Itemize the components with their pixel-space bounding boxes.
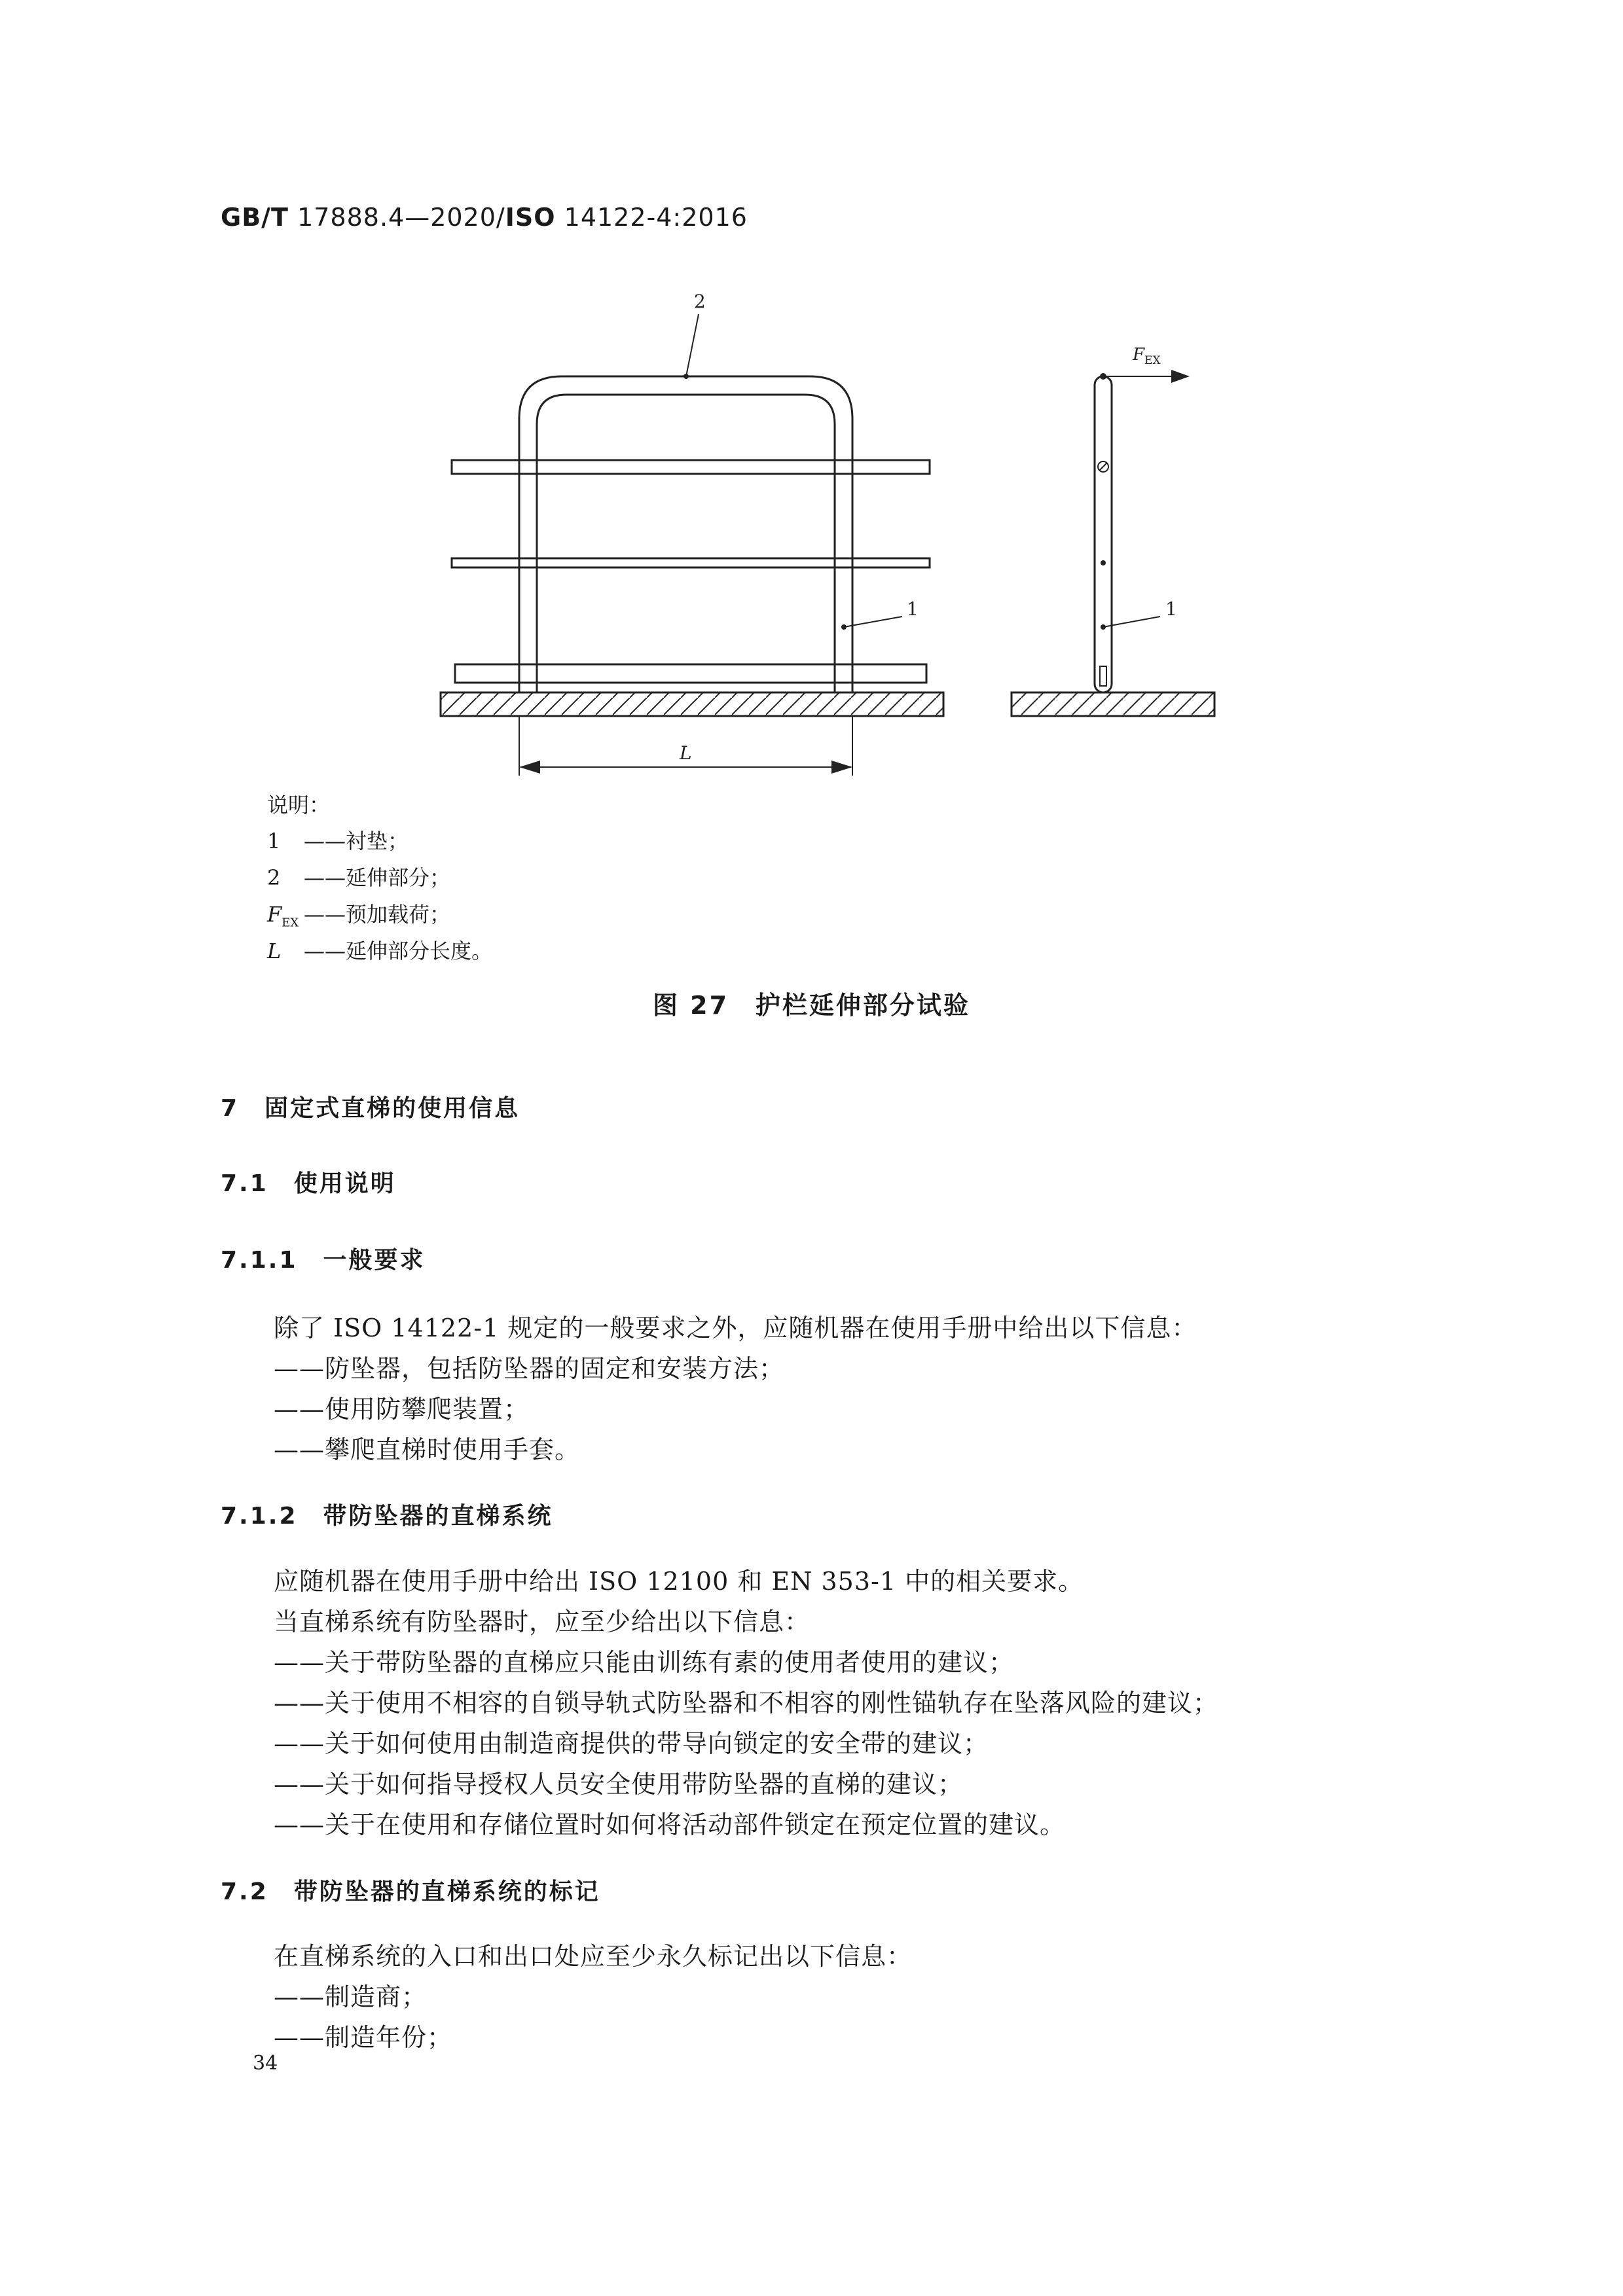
callout-liner-front: 1 [907, 598, 919, 620]
list-item: ——关于如何使用由制造商提供的带导向锁定的安全带的建议； [274, 1729, 989, 1758]
list-item: ——关于使用不相容的自锁导轨式防坠器和不相容的刚性锚轨存在坠落风险的建议； [274, 1689, 1219, 1717]
paragraph: 在直梯系统的入口和出口处应至少永久标记出以下信息： [274, 1942, 913, 1971]
toe-board [455, 664, 926, 683]
legend-item: 2 ——延伸部分； [267, 865, 451, 890]
side-post [1095, 376, 1112, 692]
callout-liner-side: 1 [1165, 598, 1177, 620]
section-7-1-2-heading: 7.1.2 带防坠器的直梯系统 [221, 1503, 553, 1530]
legend-title: 说明： [267, 793, 331, 817]
force-subscript: EX [1144, 354, 1161, 367]
section-7-2-heading: 7.2 带防坠器的直梯系统的标记 [221, 1878, 600, 1905]
legend-item: L ——延伸部分长度。 [267, 939, 493, 963]
list-item: ——攀爬直梯时使用手套。 [274, 1435, 581, 1464]
list-item: ——关于在使用和存储位置时如何将活动部件锁定在预定位置的建议。 [274, 1810, 1066, 1839]
floor-front [441, 692, 943, 716]
figure-caption: 图 27 护栏延伸部分试验 [652, 991, 971, 1020]
paragraph: 应随机器在使用手册中给出 ISO 12100 和 EN 353-1 中的相关要求。 [274, 1567, 1084, 1596]
svg-text:FEX [1132, 345, 1161, 367]
guardrail-extension-test-figure [0, 0, 1623, 818]
list-item: ——关于带防坠器的直梯应只能由训练有素的使用者使用的建议； [274, 1648, 1015, 1677]
legend-item: $F_{EX}$ ——预加载荷； [267, 902, 451, 930]
section-7-1-1-heading: 7.1.1 一般要求 [221, 1247, 426, 1274]
list-item: ——制造年份； [274, 2023, 453, 2052]
extension-part [519, 376, 852, 692]
top-rail [452, 460, 930, 474]
paragraph: 当直梯系统有防坠器时，应至少给出以下信息： [274, 1607, 811, 1636]
section-7-heading: 7 固定式直梯的使用信息 [221, 1095, 520, 1122]
floor-side [1012, 692, 1214, 716]
iso-number: 14122-4:2016 [564, 203, 748, 232]
callout-extension: 2 [694, 291, 706, 312]
iso-prefix: ISO [505, 203, 556, 232]
list-item: ——关于如何指导授权人员安全使用带防坠器的直梯的建议； [274, 1770, 964, 1799]
list-item: ——使用防攀爬装置； [274, 1395, 530, 1424]
page-number: 34 [253, 2052, 278, 2075]
list-item: ——防坠器，包括防坠器的固定和安装方法； [274, 1354, 785, 1383]
standard-code-prefix: GB/T [221, 203, 289, 232]
paragraph: 除了 ISO 14122-1 规定的一般要求之外，应随机器在使用手册中给出以下信息： [274, 1314, 1197, 1342]
middle-rail [452, 558, 930, 567]
legend-item: 1 ——衬垫； [267, 829, 409, 853]
length-symbol: L [680, 742, 692, 764]
list-item: ——制造商； [274, 1982, 428, 2011]
force-symbol: F [1133, 345, 1145, 365]
section-7-1-heading: 7.1 使用说明 [221, 1170, 396, 1197]
standard-code-number: 17888.4—2020 [297, 203, 496, 232]
standard-header: GB/T 17888.4—2020/ISO 14122-4:2016 [221, 203, 748, 232]
